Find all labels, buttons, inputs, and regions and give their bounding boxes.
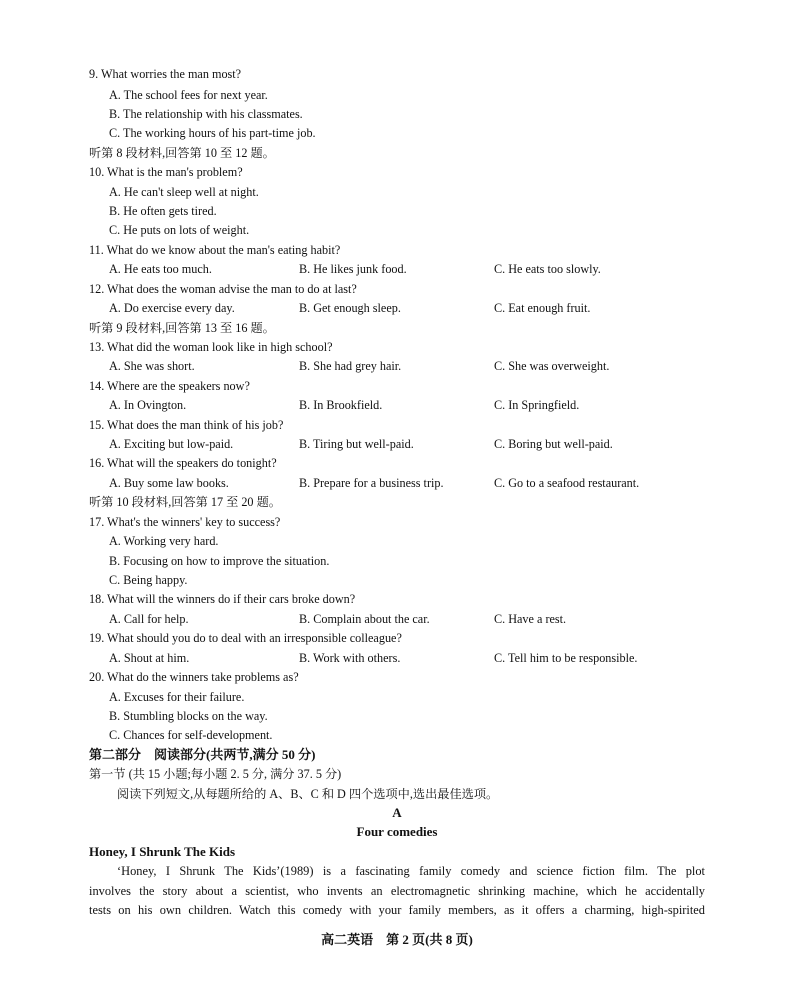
- page-footer: 高二英语 第 2 页(共 8 页): [321, 932, 473, 947]
- question-13: 13. What did the woman look like in high school?: [89, 340, 333, 354]
- passage-subtitle: Honey, I Shrunk The Kids: [89, 844, 236, 859]
- q13-option-b: B. She had grey hair.: [299, 359, 402, 373]
- passage-line-1: ‘Honey, I Shrunk The Kids’(1989) is a fascinating family comedy and science fiction film. The plot: [117, 864, 705, 878]
- q12-option-b: B. Get enough sleep.: [299, 301, 401, 315]
- q20-option-c: C. Chances for self-development.: [109, 728, 273, 742]
- question-20: 20. What do the winners take problems as?: [89, 670, 299, 684]
- section-one-title: 第一节 (共 15 小题;每小题 2. 5 分, 满分 37. 5 分): [89, 767, 342, 781]
- q11-option-c: C. He eats too slowly.: [494, 262, 601, 276]
- section-note-9: 听第 9 段材料,回答第 13 至 16 题。: [89, 321, 275, 335]
- q15-option-c: C. Boring but well-paid.: [494, 437, 613, 451]
- q10-option-a: A. He can't sleep well at night.: [109, 185, 259, 199]
- q20-option-a: A. Excuses for their failure.: [109, 690, 245, 704]
- question-14: 14. Where are the speakers now?: [89, 379, 250, 393]
- q17-option-a: A. Working very hard.: [109, 534, 219, 548]
- q12-option-a: A. Do exercise every day.: [109, 301, 235, 315]
- q9-option-b: B. The relationship with his classmates.: [109, 107, 303, 121]
- q18-option-a: A. Call for help.: [109, 612, 189, 626]
- q19-option-c: C. Tell him to be responsible.: [494, 651, 638, 665]
- question-11: 11. What do we know about the man's eating habit?: [89, 243, 341, 257]
- q13-option-a: A. She was short.: [109, 359, 195, 373]
- passage-title: Four comedies: [356, 824, 438, 839]
- question-9: 9. What worries the man most?: [89, 67, 242, 81]
- q17-option-b: B. Focusing on how to improve the situation.: [109, 554, 330, 568]
- q13-option-c: C. She was overweight.: [494, 359, 610, 373]
- q14-option-a: A. In Ovington.: [109, 398, 187, 412]
- question-19: 19. What should you do to deal with an irresponsible colleague?: [89, 631, 402, 645]
- q15-option-a: A. Exciting but low-paid.: [109, 437, 234, 451]
- passage-line-3: tests on his own children. Watch this comedy with your family members, as it offers a charming, high-spirited: [89, 903, 705, 917]
- question-15: 15. What does the man think of his job?: [89, 418, 284, 432]
- q14-option-b: B. In Brookfield.: [299, 398, 383, 412]
- q15-option-b: B. Tiring but well-paid.: [299, 437, 414, 451]
- question-16: 16. What will the speakers do tonight?: [89, 456, 277, 470]
- question-10: 10. What is the man's problem?: [89, 165, 243, 179]
- question-18: 18. What will the winners do if their cars broke down?: [89, 592, 356, 606]
- q18-option-b: B. Complain about the car.: [299, 612, 430, 626]
- section-note-10: 听第 10 段材料,回答第 17 至 20 题。: [89, 495, 281, 509]
- q11-option-a: A. He eats too much.: [109, 262, 212, 276]
- q10-option-b: B. He often gets tired.: [109, 204, 217, 218]
- q20-option-b: B. Stumbling blocks on the way.: [109, 709, 268, 723]
- section-note-8: 听第 8 段材料,回答第 10 至 12 题。: [89, 146, 275, 160]
- q11-option-b: B. He likes junk food.: [299, 262, 407, 276]
- q16-option-a: A. Buy some law books.: [109, 476, 229, 490]
- part-two-title: 第二部分 阅读部分(共两节,满分 50 分): [89, 747, 316, 762]
- q19-option-a: A. Shout at him.: [109, 651, 190, 665]
- question-12: 12. What does the woman advise the man to do at last?: [89, 282, 357, 296]
- q10-option-c: C. He puts on lots of weight.: [109, 223, 250, 237]
- q14-option-c: C. In Springfield.: [494, 398, 580, 412]
- question-17: 17. What's the winners' key to success?: [89, 515, 281, 529]
- q19-option-b: B. Work with others.: [299, 651, 401, 665]
- q12-option-c: C. Eat enough fruit.: [494, 301, 591, 315]
- reading-instructions: 阅读下列短文,从每题所给的 A、B、C 和 D 四个选项中,选出最佳选项。: [117, 787, 499, 801]
- passage-line-2: involves the story about a scientist, who invents an electromagnetic shrinking machine, which he accidentally: [89, 884, 705, 898]
- q9-option-a: A. The school fees for next year.: [109, 88, 268, 102]
- q18-option-c: C. Have a rest.: [494, 612, 567, 626]
- q17-option-c: C. Being happy.: [109, 573, 188, 587]
- q16-option-b: B. Prepare for a business trip.: [299, 476, 444, 490]
- q9-option-c: C. The working hours of his part-time job.: [109, 126, 316, 140]
- passage-label: A: [392, 805, 402, 820]
- q16-option-c: C. Go to a seafood restaurant.: [494, 476, 640, 490]
